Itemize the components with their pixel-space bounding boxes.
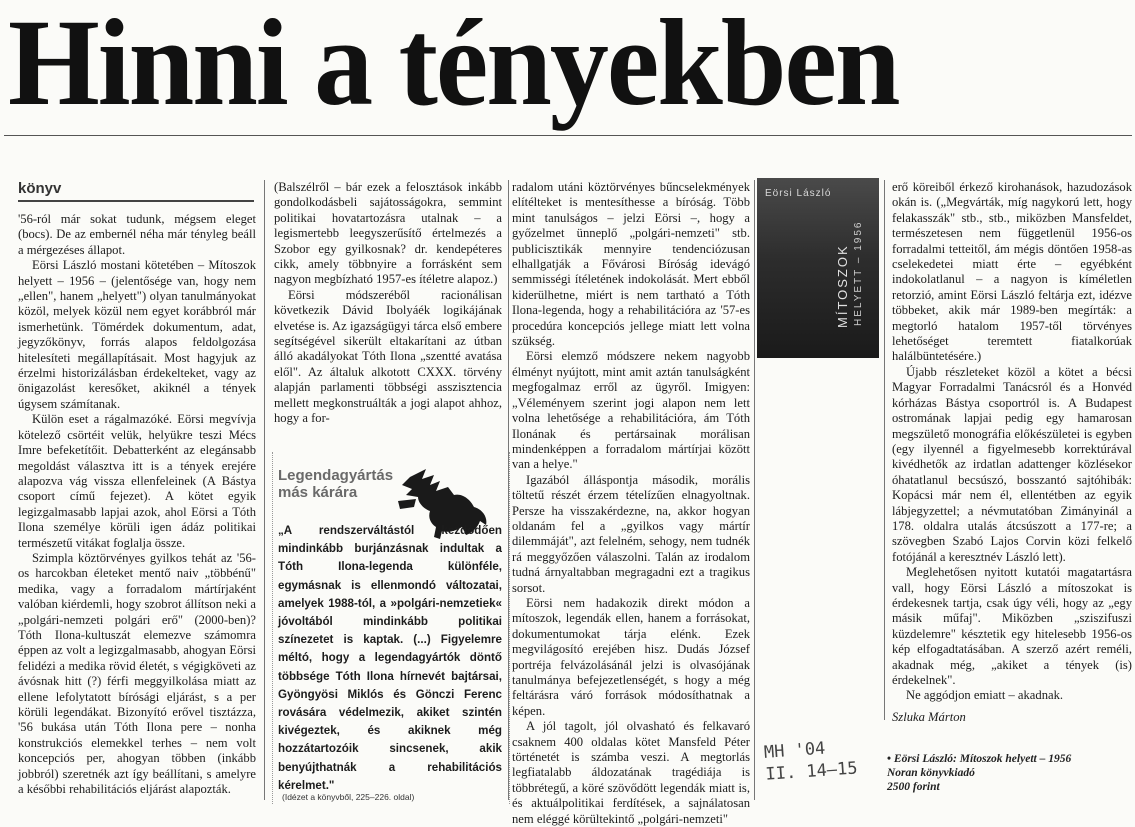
- column-1: [18, 212, 256, 808]
- handwritten-line: MH '04: [763, 738, 826, 763]
- column-2: [274, 180, 502, 442]
- paragraph: erő köreiből érkező kirohanások, hazudozások okán is. („Megvárták, míg nagykorú lett, hogy felakasszák" stb., stb., miközben Mansfeldet, természetesen nem függetlenül 1956-os forradalmi tetteitől, ám mégis döntően 1958-as cselekedetei miatt érte – egyébként indokolatlanul – a nagyon is kíméletlen retorzió, amint Eörsi László feltárja ezt, idézve többeket, akik már 1989-ben megírták: a megtorló hatalom 1957-től törvényes lehetőséget teremtett fiatalkorúak halálbüntetésére.): [892, 180, 1132, 364]
- paragraph: (Balszélről – bár ezek a felosztások inkább gondolkodásbeli sajátosságokra, semmint politikai hovatartozásra utalnak – a legismertebb leegyszerűsítő értelmezés a Szobor egy gyilkosnak? dr. kendepéteres cikk, amely többnyire a forrásként sem nagyon megbízható 1957-es ítéletre alapoz.): [274, 180, 502, 287]
- author-signature: Szluka Márton: [892, 710, 966, 724]
- handwritten-line: II. 14–15: [764, 758, 859, 785]
- quote-text: „A rendszerváltástól kezdődően mindinkább burjánzásnak indultak a Tóth Ilona-legenda különféle, egymásnak is ellenmondó változatai, amelyek 1988-tól, a »polgári-nemzetiek« jóvoltából mindinkább politikai színezetet is kaptak. (...) Figyelemre méltó, hogy a legendagyártók döntő többsége Tóth Ilona hírnevét bajtársai, Gyöngyösi Miklós és Gönczi Ferenc rovására védelmezik, akiket szintén kivégeztek, és akiknek még hozzátartozóik sincsenek, akik benyújthatnák a rehabilitációs kérelmet.": [278, 524, 502, 792]
- paragraph: A jól tagolt, jól olvasható és felkavaró csaknem 400 oldalas kötet Mansfeld Péter történetét is számba veszi. A megtorlás legfiatalabb áldozatának tragédiája is többrétegű, a köré szövődött legendák miatt is, és aktuálpolitikai ferdítések, a sajnálatosan nem eléggé körültekintő „polgári-nemzeti": [512, 719, 750, 826]
- book-info: [887, 752, 1132, 794]
- paragraph: Külön eset a rágalmazóké. Eörsi megvívja kötelező csörtéit velük, helyükre teszi Mécs Imre befeketítőit. Debatterként az elegánsabb megoldást választva itt is a tények erejére alapozva vág vissza ellenfeleinek (A Bástya csoport című fejezet). A kötet egyik legizgalmasabb lapjai azok, ahol Eörsi a Tóth Ilona személye körüli igen ádáz politikai természetű vitákat foglalja össze.: [18, 412, 256, 550]
- handwritten-note: [763, 734, 876, 796]
- paragraph: Eörsi László mostani kötetében – Mítoszok helyett – 1956 – (jelentősége van, hogy nem „ellen", hanem „helyett") olyan tanulmányokat közöl, melyek közül nem egyet korábbról már ismerhetünk. Tömérdek dokumentum, adat, jegyzőkönyv, forrás alapos feldolgozása hitelesíteti megállapításait. Most hagyjuk az érzelmi historizálásban érdekelteket, vagy az önigazolást keresőket, akiknél a tények úgysem számítanak.: [18, 258, 256, 411]
- paragraph: Eörsi elemző módszere nekem nagyobb élményt nyújtott, mint amit aztán tanulságként megfogalmaz erről az ügyről. Imigyen: „Véleményem szerint jogi alapon nem lett volna lehetősége a rehabilitációra, ám Tóth Ilonának és pertársainak morálisan mindenképpen a forradalom mártírjai között van a helye.": [512, 349, 750, 472]
- paragraph: Eörsi nem hadakozik direkt módon a mítoszok, legendák ellen, hanem a forrásokat, dokumentumokat tárja elénk. Ezek megvilágosító erejében hisz. Dudás József portréja felvázolásánál jelzi is olvasójának tanulmánya befejezetlenségét, s hogy a még feltárásra váró források módosíthatnak a képen.: [512, 595, 750, 718]
- column-rule: [754, 180, 755, 800]
- paragraph: Igazából álláspontja második, morális töltetű részét érzem tételízűen elnagyoltnak. Persze ha visszakérdezne, na, akkor hogyan oldanám fel a „gyilkos vagy mártír dilemmáját", azt felelném, sehogy, nem tudnék rá meggyőzően válaszolni. Talán az irodalom tudná árnyaltabban megragadni ezt a tragikus sorsot.: [512, 472, 750, 595]
- column-rule: [508, 180, 509, 800]
- column-rule: [264, 180, 265, 800]
- book-title: Eörsi László: Mítoszok helyett – 1956: [893, 753, 1072, 765]
- headline-rule: [4, 135, 1132, 136]
- paragraph: Szimpla köztörvényes gyilkos tehát az '56-os harcokban életeket mentő naiv „többénű" medika, vagy a forradalom mártírjaként valóban kiérdemli, hogy szobrot állítson neki a „polgári-nemzeti polgári erő" (2000-ben)? Tóth Ilona-kultuszát elemezve számomra éppen az volt a legizgalmasabb, ahogyan Eörsi felidézi a medika rövid életét, s végigköveti az ávósnak hitt (?) férfi meggyilkolása miatt az ellene lefolytatott bírósági eljárást, s a per körüli legendákat. Bizonyító erővel tisztázza, '56 bukása után Tóth Ilona pere – nonha konstrukciós elemekkel terhes – nem volt koncepciós per, ahogyan többen (inkább jobbról) szeretnék azt így beállítani, s amelyre a későbbi rehabilitációs eljárást alapozták.: [18, 550, 256, 797]
- book-cover-image: [757, 178, 879, 358]
- cover-subtitle: HELYETT – 1956: [853, 220, 864, 326]
- headline: Hinni a tényekben: [8, 0, 899, 132]
- paragraph: radalom utáni köztörvényes bűncselekmények elítélteket is mentesíthesse a bíróság. Több mint tanulságos – jelzi Eörsi –, hogy a győzelmet ünneplő „polgári-nemzeti" stb. publicisztikák mennyire tendenciózusan elhallgatják a Fővárosi Bíróság idevágó semmisségi ítéletének indokolását. Mert ebből kiderülhetne, miért is nem tartható a Tóth Ilona-legenda, hogy a rehabilitációra az '57-es procedúra koncepciós jellege miatt lett volna szükség.: [512, 180, 750, 349]
- paragraph: Újabb részleteket közöl a kötet a bécsi Magyar Forradalmi Tanácsról és a Honvéd kórházas Bástya csoportról is. A Budapest ostromának lapjai pedig egy hamarosan megszülető monográfia előkészületei is egyben (egy ilyennél a figyelmesebb korrektúrával kivédhetők az irdatlan adattenger közlésekor óhatatlanul becsúszó, bosszantó sajtóhibák: Kopácsi már nem él, ellentétben az egyik lábjegyzettel; a névmutatóban Zimányinál a 178. oldalra utalás átcsúszott a 177-re; a szövegben Szabó Lajos Corvin közi felkelő fotójánál a keresztnév László lett).: [892, 364, 1132, 564]
- section-tag: könyv: [18, 180, 254, 202]
- book-price: 2500 forint: [887, 781, 940, 793]
- column-rule: [884, 180, 885, 720]
- box-title: Legendagyártás más kárára: [278, 467, 394, 501]
- column-3: [512, 180, 750, 826]
- column-4: [892, 180, 1132, 710]
- cover-author: Eörsi László: [765, 188, 832, 199]
- quote-citation: (Idézet a könyvből, 225–226. oldal): [282, 792, 415, 802]
- cover-title: MÍTOSZOK: [835, 244, 850, 328]
- book-publisher: Noran könyvkiadó: [887, 767, 975, 779]
- paragraph: Meglehetősen nyitott kutatói magatartásra vall, hogy Eörsi László a mítoszokat is érdekesnek tartja, csak úgy véli, hogy az „egy másik műfaj". Miközben „sziszifuszi küzdelemre" késztetik egy hitelesebb 1956-os kép elfogadtatásában. A szerző azért reméli, akadnak még, „akiket a tények (is) érdekelnek".: [892, 565, 1132, 687]
- paragraph: '56-ról már sokat tudunk, mégsem eleget (bocs). De az embernél néha már tényleg beáll a mérgezéses állapot.: [18, 212, 256, 257]
- paragraph: Eörsi módszeréből racionálisan következik Dávid Ibolyáék logikájának elvetése is. Az igazságügyi tárca első embere segítségével sikerült eltakarítani az útban álló akadályokat Tóth Ilona „szentté avatása elől". Az általuk alkotott CXXX. törvény alapján parlamenti többségi asszisztencia mellett megkonstruálták a jogi alapot ahhoz, hogy a for-: [274, 287, 502, 426]
- paragraph: Ne aggódjon emiatt – akadnak.: [906, 688, 1064, 703]
- bullet-icon: •: [887, 753, 892, 765]
